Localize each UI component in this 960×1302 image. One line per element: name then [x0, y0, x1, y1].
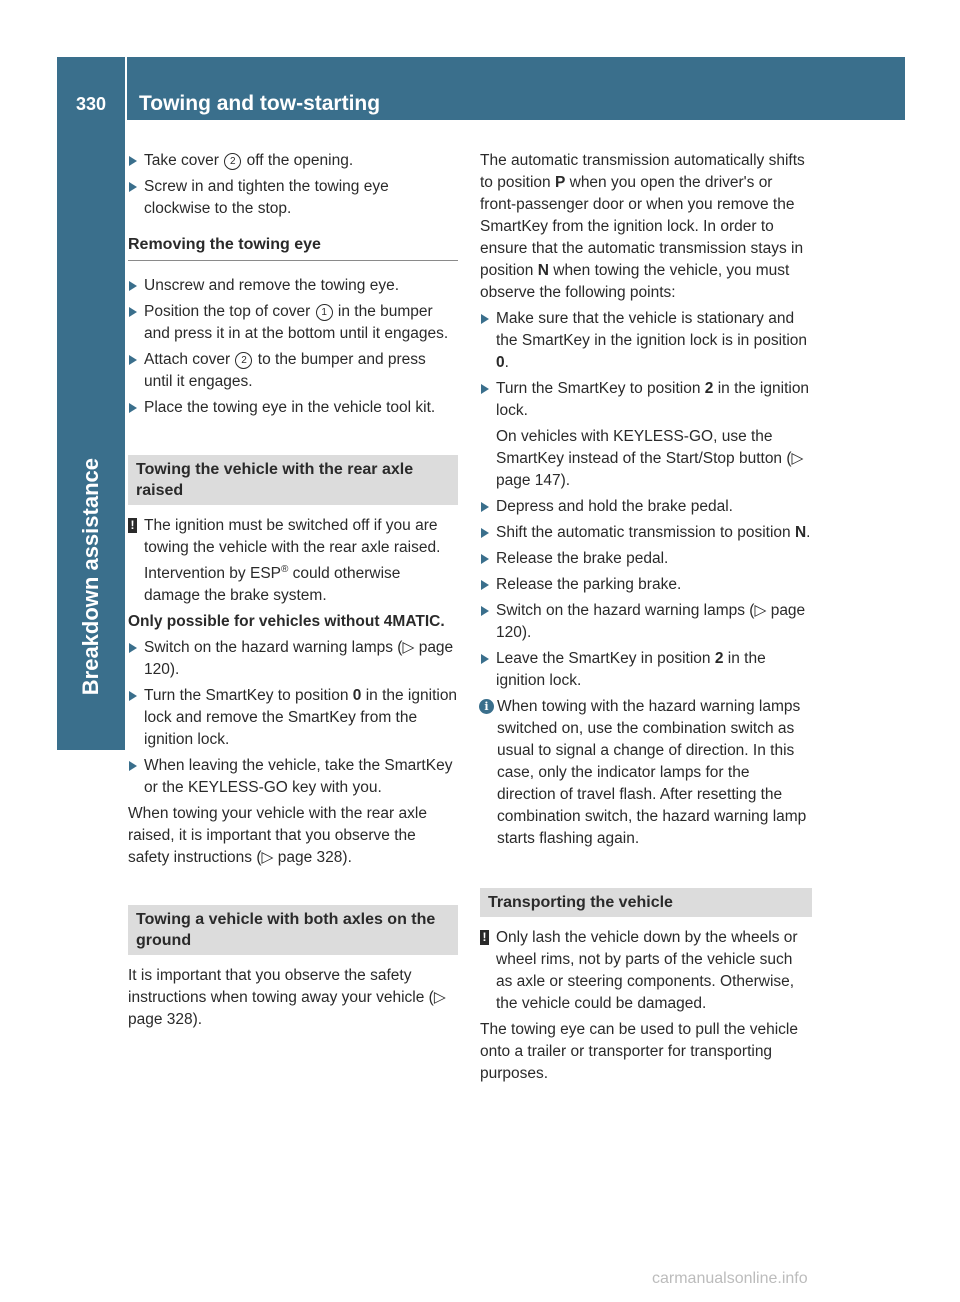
info-icon: i: [479, 699, 494, 714]
step-turn-smartkey: Turn the SmartKey to position 0 in the ignition lock and remove the SmartKey from the ignition lock.: [128, 685, 458, 751]
page-number: 330: [75, 94, 107, 114]
page-ref-link[interactable]: ▷ page 120).: [144, 639, 454, 679]
para-both-axles-safety: It is important that you observe the safety instructions when towing away your vehicle (▷ page 328).: [128, 967, 446, 1029]
step-arrow-icon: [481, 654, 489, 664]
warning-ignition: ! The ignition must be switched off if you are towing the vehicle with the rear axle raised. Intervention by ESP® could otherwise damage the brake system.: [128, 515, 458, 607]
warning-icon: !: [128, 518, 137, 533]
step-attach-cover: Attach cover 2 to the bumper and press until it engages.: [128, 349, 458, 393]
step-arrow-icon: [129, 691, 137, 701]
page-ref-link[interactable]: ▷ page 328).: [128, 989, 446, 1029]
step-vehicle-stationary: Make sure that the vehicle is stationary and the SmartKey in the ignition lock is in position 0.: [480, 308, 812, 374]
left-column: [128, 150, 458, 1035]
step-arrow-icon: [481, 528, 489, 538]
step-leave-smartkey: Leave the SmartKey in position 2 in the ignition lock.: [480, 648, 812, 692]
step-arrow-icon: [481, 580, 489, 590]
step-hazard-lamps-2: Switch on the hazard warning lamps (▷ page 120).: [480, 600, 812, 644]
step-leaving-vehicle: When leaving the vehicle, take the SmartKey or the KEYLESS-GO key with you.: [128, 755, 458, 799]
step-arrow-icon: [129, 355, 137, 365]
side-tab-label: Breakdown assistance: [78, 457, 103, 695]
right-column: [480, 150, 812, 1089]
side-tab: [57, 120, 125, 695]
para-rear-axle-safety: When towing your vehicle with the rear axle raised, it is important that you observe the safety instructions (▷ page 328).: [128, 805, 427, 867]
heading-removing-towing-eye: Removing the towing eye: [128, 234, 458, 261]
step-hazard-lamps: Switch on the hazard warning lamps (▷ page 120).: [128, 637, 458, 681]
page-title: Towing and tow-starting: [139, 92, 381, 115]
section-rear-axle-raised: Towing the vehicle with the rear axle raised: [128, 455, 458, 505]
info-hazard-warning: i When towing with the hazard warning lamps switched on, use the combination switch as usual to signal a change of direction. In this case, only the indicator lamps for the direction of travel flash. After resetting the combination switch, the hazard warning lamp starts flashing again.: [480, 696, 812, 850]
para-transport: The towing eye can be used to pull the vehicle onto a trailer or transporter for transporting purposes.: [480, 1021, 798, 1082]
step-take-cover: Take cover 2 off the opening.: [128, 150, 458, 172]
warning-icon: !: [480, 930, 489, 945]
step-turn-smartkey-2: Turn the SmartKey to position 2 in the ignition lock.: [480, 378, 812, 422]
step-arrow-icon: [129, 403, 137, 413]
watermark: carmanualsonline.info: [652, 1270, 808, 1287]
section-transporting: Transporting the vehicle: [480, 888, 812, 917]
step-release-brake: Release the brake pedal.: [480, 548, 812, 570]
step-arrow-icon: [481, 502, 489, 512]
step-unscrew: Unscrew and remove the towing eye.: [128, 275, 458, 297]
callout-1-icon: 1: [316, 304, 333, 321]
warning-lash-down: ! Only lash the vehicle down by the wheels or wheel rims, not by parts of the vehicle such as axle or steering components. Otherwise, the vehicle could be damaged.: [480, 927, 812, 1015]
step-arrow-icon: [129, 643, 137, 653]
step-arrow-icon: [481, 554, 489, 564]
keyless-go-note: On vehicles with KEYLESS-GO, use the SmartKey instead of the Start/Stop button (▷ page 147).: [496, 428, 804, 489]
page-ref-link[interactable]: ▷ page 147).: [496, 450, 804, 489]
callout-2-icon: 2: [235, 352, 252, 369]
step-arrow-icon: [129, 281, 137, 291]
step-arrow-icon: [481, 606, 489, 616]
page-ref-link[interactable]: ▷ page 120).: [496, 602, 806, 641]
header-divider: [125, 57, 127, 120]
only-without-4matic: Only possible for vehicles without 4MATIC.: [128, 613, 445, 631]
step-release-parking-brake: Release the parking brake.: [480, 574, 812, 596]
section-both-axles: Towing a vehicle with both axles on the ground: [128, 905, 458, 955]
step-position-cover: Position the top of cover 1 in the bumper and press it in at the bottom until it engages.: [128, 301, 458, 345]
step-arrow-icon: [129, 156, 137, 166]
callout-2-icon: 2: [224, 153, 241, 170]
page-ref-link[interactable]: ▷ page 328).: [261, 849, 352, 867]
step-arrow-icon: [481, 314, 489, 324]
step-place-towing-eye: Place the towing eye in the vehicle tool kit.: [128, 397, 458, 419]
para-automatic-transmission: The automatic transmission automatically shifts to position P when you open the driver's or front-passenger door or when you remove the SmartKey from the ignition lock. In order to ensure that the automatic transmission stays in position N when towing the vehicle, you must observe the following points:: [480, 152, 805, 301]
step-arrow-icon: [129, 761, 137, 771]
step-shift-transmission: Shift the automatic transmission to position N.: [480, 522, 812, 544]
step-depress-brake: Depress and hold the brake pedal.: [480, 496, 812, 518]
step-arrow-icon: [129, 307, 137, 317]
step-arrow-icon: [129, 182, 137, 192]
step-screw-in: Screw in and tighten the towing eye clockwise to the stop.: [128, 176, 458, 220]
step-arrow-icon: [481, 384, 489, 394]
